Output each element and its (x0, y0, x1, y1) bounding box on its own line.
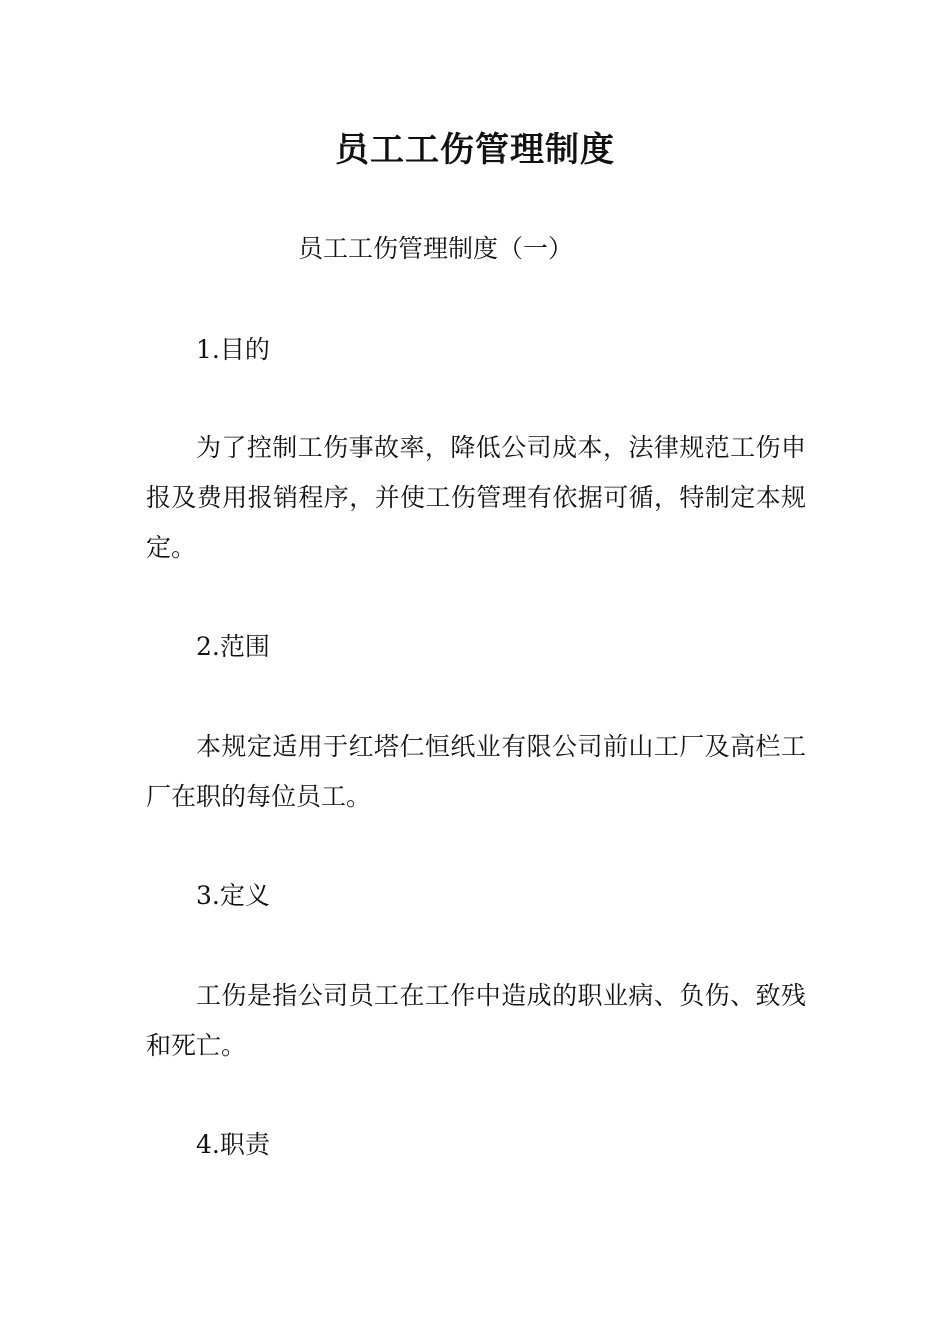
section-paragraph-definition: 工伤是指公司员工在工作中造成的职业病、负伤、致残和死亡。 (146, 981, 806, 1060)
section-heading-definition: 3.定义 (196, 881, 270, 910)
section-heading-responsibilities: 4.职责 (196, 1130, 270, 1159)
document-subtitle: 员工工伤管理制度（一） (298, 234, 574, 263)
section-heading-scope: 2.范围 (196, 632, 270, 661)
section-heading-purpose: 1.目的 (196, 335, 270, 364)
section-paragraph-purpose: 为了控制工伤事故率，降低公司成本，法律规范工伤申报及费用报销程序，并使工伤管理有依据可循，特制定本规定。 (146, 433, 806, 562)
document-title: 员工工伤管理制度 (335, 130, 615, 170)
section-paragraph-scope: 本规定适用于红塔仁恒纸业有限公司前山工厂及高栏工厂在职的每位员工。 (146, 732, 806, 811)
